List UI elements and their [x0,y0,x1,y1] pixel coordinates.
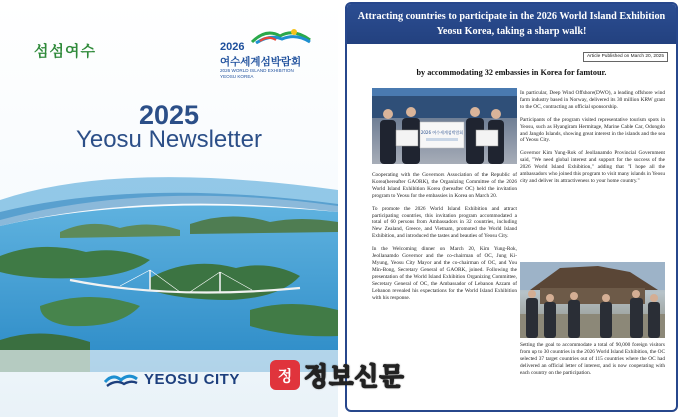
article-column-right [520,90,665,191]
article-column-left [372,172,517,307]
article-column-right-bottom [520,342,665,383]
watermark [270,358,405,392]
expo-year: 2026 [220,41,245,53]
expo-logo [220,28,316,80]
newsletter-year: 2025 [138,100,200,130]
ceremony-photo [372,88,517,164]
newsletter-title: Yeosu Newsletter [76,126,262,153]
article-page [345,2,678,412]
paragraph: Governor Kim Yung-Rok of Jeollanamdo Provincial Government said, "We need global interest and support for the success of the 2026 World Island Exhibition," adding that "I hope all the ambassadors who joined this program to visit many islands in Yeosu city and deliver its attractiveness to your home country." [520,150,665,184]
island-bridge-image [0,160,338,372]
expo-name-english-line2: YEOSU KOREA [220,74,254,79]
watermark-text: 정보신문 [304,362,405,391]
yeosu-city-logo [104,370,240,388]
article-headline: Attracting countries to participate in the 2026 World Island Exhibition Yeosu Korea, taking a sharp walk! [347,4,676,44]
city-wave-icon [104,371,138,387]
cover-island-photo [0,160,338,372]
expo-emblem-icon [250,28,312,44]
paragraph: Participants of the program visited representative tourism spots in Yeosu, such as Hyangiram Hermitage, Marine Cable Car, Odongdo and Jangdo Islands, showing great interest in the islands and the sea of Yeosu City. [520,116,665,144]
expo-name-english-line1: 2026 WORLD ISLAND EXHIBITION [220,68,294,73]
paragraph: Cooperating with the Governors Association of the Republic of Korea(hereafter GAORK), the Organizing Committee of the 2026 World Island Exhibition Korea (hereafter OC) held the invitation program to Yeosu for the embassies in Korea on March 20. [372,172,517,199]
ceremony-sign-text: 2026 여수세계섬박람회 [420,130,464,135]
paragraph: To promote the 2026 World Island Exhibition and attract participating countries, this invitation program accommodated a total of 60 persons from Ambassadors in 32 countries, including New Zealand, Greece, and Vietnam, promoted the World Island Exhibition, and introduced the tastes and beauties of Yeosu City. [372,205,517,240]
paragraph: In the Welcoming dinner on March 20, Kim Yung-Rok, Jeollanamdo Governor and the co-chairman of OC, Jung Ki-Myung, Yeosu City Mayor and the co-chairman of OC, and You Min-Bong, Secretary General of GAORK, joined. Following the presentation of the World Island Exhibition Organizing Committee, Secretary General of OC, the Ambassador of Lebanon Azzam of Lebanon revealed his expectations for the World Island Exhibition with his response. [372,246,517,301]
slogan-logo: 섬섬여수 [34,42,96,60]
tour-group-image [520,262,665,338]
paragraph: In particular, Deep Wind Offshore(DWO), a leading offshore wind farm industry based in Norway, delivered its 30 million KRW grant to the OC, contracting an official sponsorship. [520,90,665,110]
watermark-logo-icon: 정 [270,360,300,390]
tour-group-photo [520,262,665,338]
expo-name-korean: 여수세계섬박람회 [220,56,302,68]
city-name: YEOSU CITY [144,370,240,388]
newsletter-cover [0,0,338,417]
expo-name-english [220,68,294,80]
published-date: Article Published on March 20, 2025 [583,52,668,62]
ceremony-image [372,88,517,164]
article-subtitle: by accommodating 32 embassies in Korea for famtour. [416,68,607,77]
paragraph: Setting the goal to accommodate a total of 90,000 foreign visitors from up to 30 countries in the 2026 World Island Exhibition, the OC selected 37 target countries out of 115 countries where the OC had delivered an official letter of interest, and is now cooperating with each country on the participation. [520,342,665,376]
